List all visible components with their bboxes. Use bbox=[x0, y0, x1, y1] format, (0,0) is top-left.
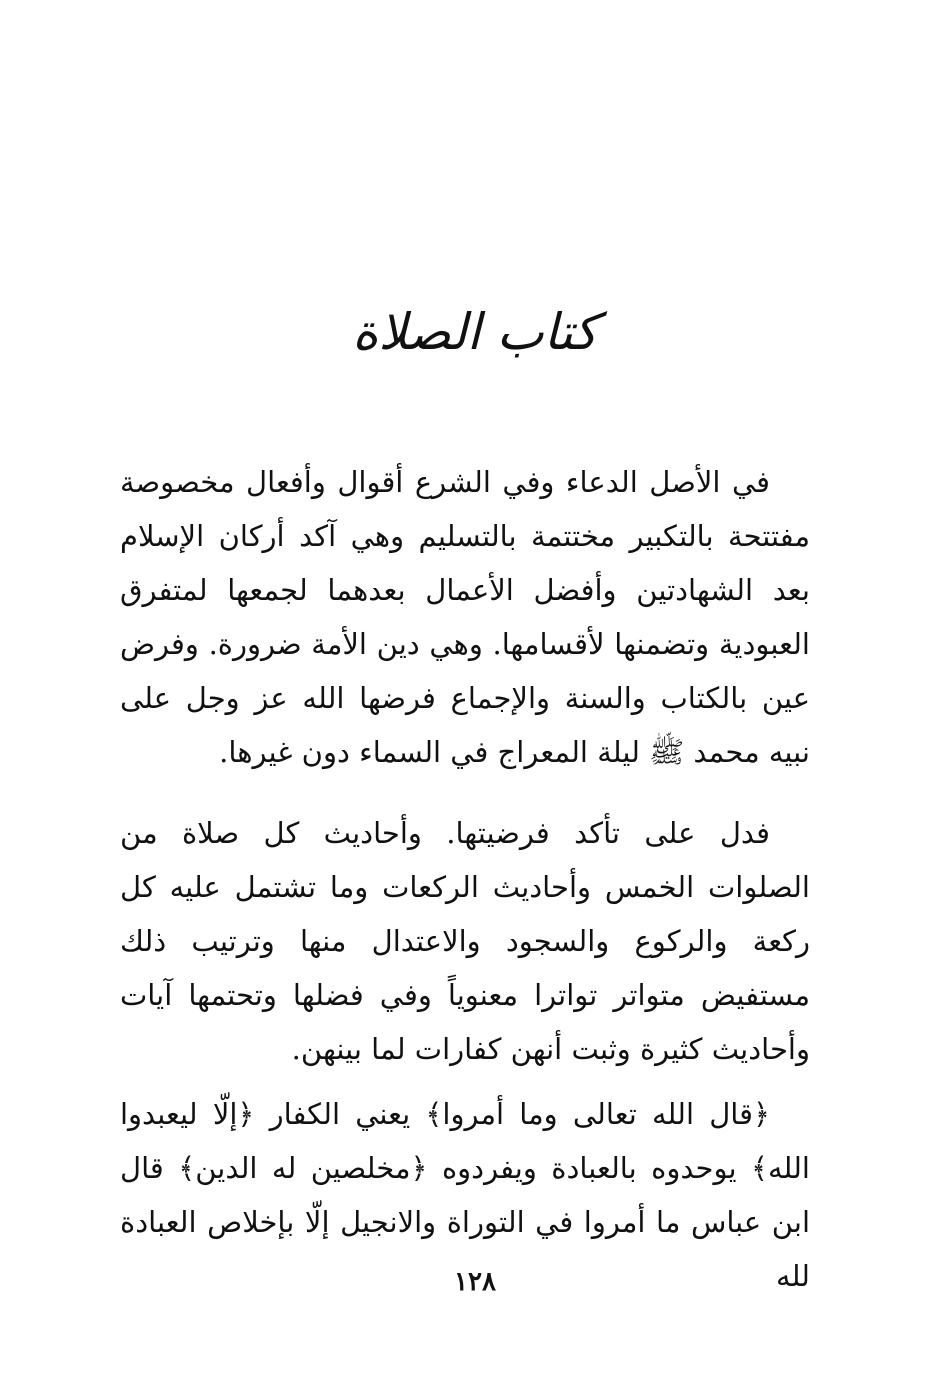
chapter-title: كتاب الصلاة bbox=[352, 303, 598, 361]
paragraph-1-text: في الأصل الدعاء وفي الشرع أقوال وأفعال مخصوصة مفتتحة بالتكبير مختتمة بالتسليم وهي آكد أركان الإسلام بعد الشهادتين وأفضل الأعمال بعدهما لجمعها لمتفرق العبودية وتضمنها لأقسامها. وهي دين الأمة ضرورة. وفرض عين بالكتاب والسنة والإجماع فرضها الله عز وجل على نبيه محمد ﷺ ليلة المعراج في السماء دون غيرها. bbox=[120, 465, 810, 769]
paragraph-2 bbox=[120, 806, 810, 1076]
paragraph-2-text: فدل على تأكد فرضيتها. وأحاديث كل صلاة من الصلوات الخمس وأحاديث الركعات وما تشتمل عليه كل ركعة والركوع والسجود والاعتدال منها وترتيب ذلك مستفيض متواتر تواترا معنوياً وفي فضلها وتحتمها آيات وأحاديث كثيرة وثبت أنهن كفارات لما بينهن. bbox=[120, 816, 810, 1066]
paragraph-1 bbox=[120, 455, 810, 779]
paragraph-3-text: ﴿قال الله تعالى وما أمروا﴾ يعني الكفار ﴿إلّا ليعبدوا الله﴾ يوحدوه بالعبادة ويفردوه ﴿مخلصين له الدين﴾ قال ابن عباس ما أمروا في التوراة والانجيل إلّا بإخلاص العبادة لله bbox=[120, 1097, 811, 1293]
page-number: ١٢٨ bbox=[454, 1267, 496, 1297]
